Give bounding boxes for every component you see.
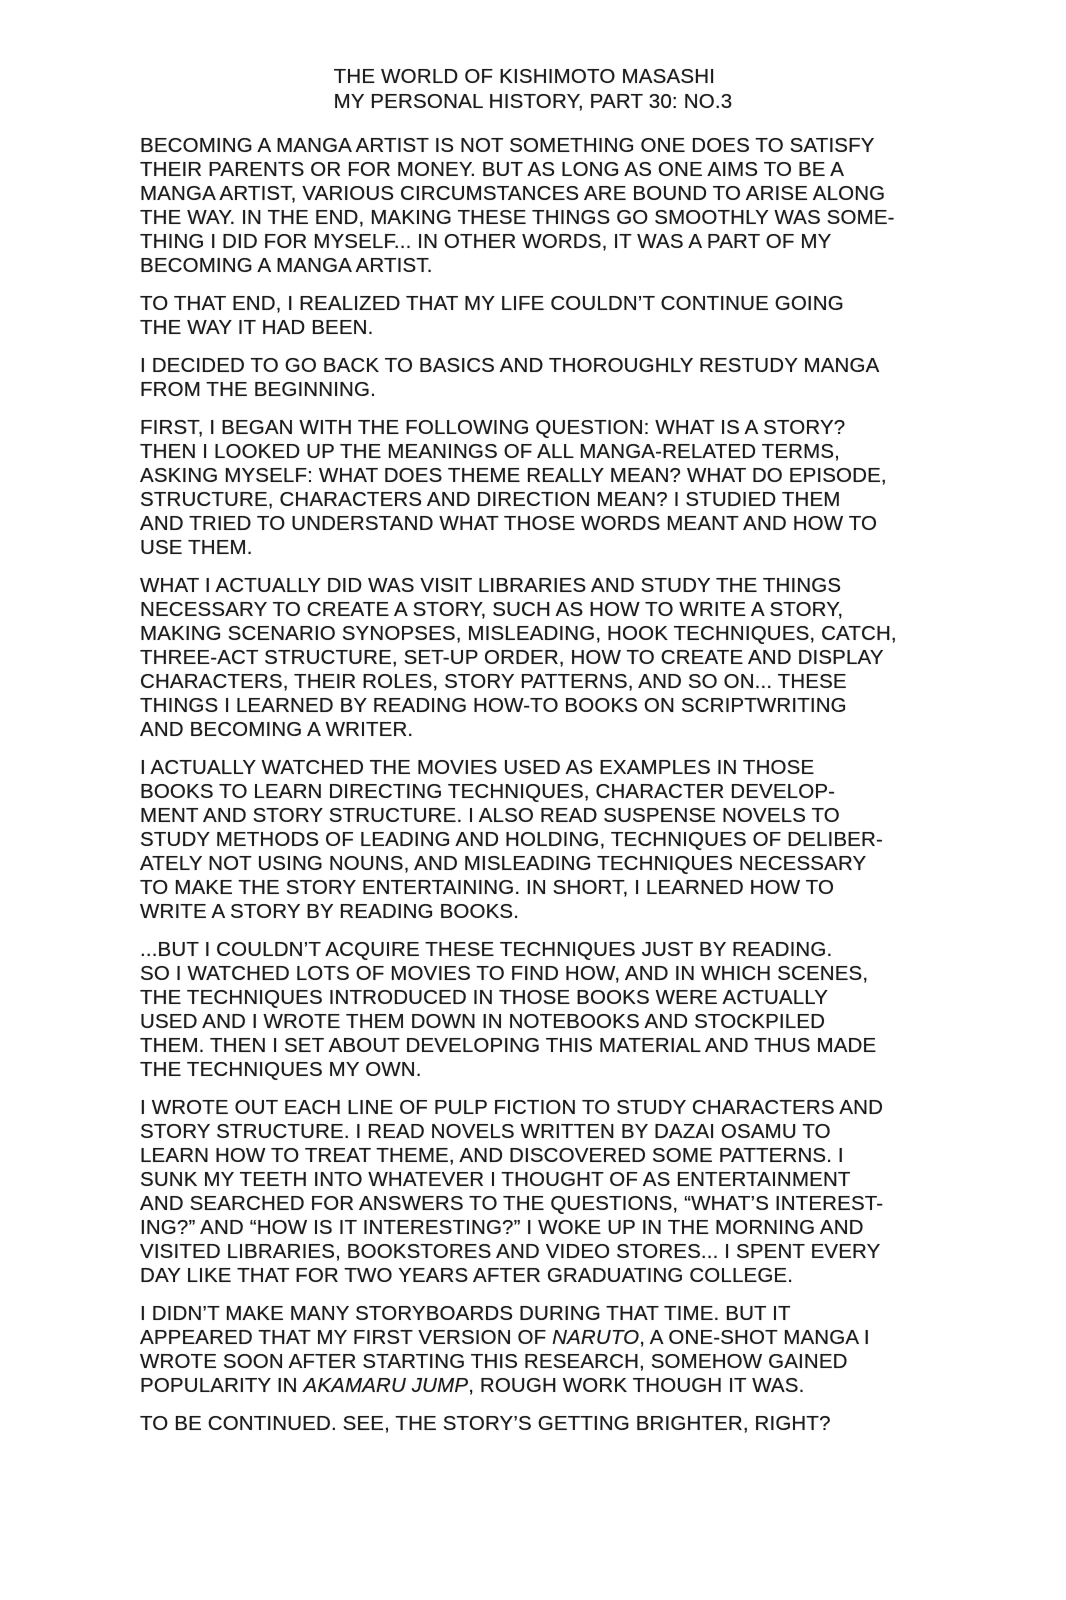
paragraph-1 [140,134,940,278]
text-line: CHARACTERS, THEIR ROLES, STORY PATTERNS, AND SO ON... THESE [140,670,847,693]
text-line: THEM. THEN I SET ABOUT DEVELOPING THIS MATERIAL AND THUS MADE [140,1034,877,1057]
text-line: DAY LIKE THAT FOR TWO YEARS AFTER GRADUATING COLLEGE. [140,1264,794,1287]
text-line: LEARN HOW TO TREAT THEME, AND DISCOVERED SOME PATTERNS. I [140,1144,844,1167]
text-line: TO MAKE THE STORY ENTERTAINING. IN SHORT, I LEARNED HOW TO [140,876,835,899]
text-line: ATELY NOT USING NOUNS, AND MISLEADING TECHNIQUES NECESSARY [140,852,867,875]
text-line: I ACTUALLY WATCHED THE MOVIES USED AS EXAMPLES IN THOSE [140,756,815,779]
paragraph-3 [140,354,940,402]
text-line: MAKING SCENARIO SYNOPSES, MISLEADING, HOOK TECHNIQUES, CATCH, [140,622,897,645]
title-line-1: THE WORLD OF KISHIMOTO MASASHI [333,65,716,88]
title-line-2: MY PERSONAL HISTORY, PART 30: NO.3 [333,90,733,113]
text-line: APPEARED THAT MY FIRST VERSION OF NARUTO, A ONE-SHOT MANGA I [140,1326,870,1349]
text-line: THE WAY IT HAD BEEN. [140,316,374,339]
paragraph-9 [140,1302,940,1398]
text-line: BOOKS TO LEARN DIRECTING TECHNIQUES, CHARACTER DEVELOP- [140,780,836,803]
text-line: WROTE SOON AFTER STARTING THIS RESEARCH, SOMEHOW GAINED [140,1350,848,1373]
paragraph-5 [140,574,940,742]
text-line: WHAT I ACTUALLY DID WAS VISIT LIBRARIES AND STUDY THE THINGS [140,574,842,597]
text-line: THREE-ACT STRUCTURE, SET-UP ORDER, HOW TO CREATE AND DISPLAY [140,646,884,669]
paragraph-2 [140,292,940,340]
text-line: ASKING MYSELF: WHAT DOES THEME REALLY MEAN? WHAT DO EPISODE, [140,464,887,487]
text-line: SUNK MY TEETH INTO WHATEVER I THOUGHT OF AS ENTERTAINMENT [140,1168,851,1191]
text-line: AND SEARCHED FOR ANSWERS TO THE QUESTIONS, “WHAT’S INTEREST- [140,1192,884,1215]
text-line: THE TECHNIQUES MY OWN. [140,1058,422,1081]
text-line: POPULARITY IN AKAMARU JUMP, ROUGH WORK THOUGH IT WAS. [140,1374,805,1397]
work-title-italic: NARUTO [552,1326,640,1349]
text-line: STUDY METHODS OF LEADING AND HOLDING, TECHNIQUES OF DELIBER- [140,828,883,851]
text-line: USE THEM. [140,536,253,559]
text-line: I DIDN’T MAKE MANY STORYBOARDS DURING THAT TIME. BUT IT [140,1302,791,1325]
text-line: FIRST, I BEGAN WITH THE FOLLOWING QUESTION: WHAT IS A STORY? [140,416,846,439]
text-line: I WROTE OUT EACH LINE OF PULP FICTION TO STUDY CHARACTERS AND [140,1096,884,1119]
work-title-italic: AKAMARU JUMP [303,1374,469,1397]
text-line: BECOMING A MANGA ARTIST IS NOT SOMETHING ONE DOES TO SATISFY [140,134,875,157]
text-line: FROM THE BEGINNING. [140,378,376,401]
text-line: AND TRIED TO UNDERSTAND WHAT THOSE WORDS MEANT AND HOW TO [140,512,878,535]
text-line: SO I WATCHED LOTS OF MOVIES TO FIND HOW, AND IN WHICH SCENES, [140,962,869,985]
text-line: MENT AND STORY STRUCTURE. I ALSO READ SUSPENSE NOVELS TO [140,804,840,827]
text-line: I DECIDED TO GO BACK TO BASICS AND THOROUGHLY RESTUDY MANGA [140,354,880,377]
text-line: THINGS I LEARNED BY READING HOW-TO BOOKS ON SCRIPTWRITING [140,694,847,717]
page-title [0,64,1066,114]
text-line: VISITED LIBRARIES, BOOKSTORES AND VIDEO STORES... I SPENT EVERY [140,1240,881,1263]
text-line: BECOMING A MANGA ARTIST. [140,254,433,277]
text-line: NECESSARY TO CREATE A STORY, SUCH AS HOW TO WRITE A STORY, [140,598,844,621]
paragraph-10 [140,1412,940,1436]
text-line: THING I DID FOR MYSELF... IN OTHER WORDS, IT WAS A PART OF MY [140,230,832,253]
text-line: USED AND I WROTE THEM DOWN IN NOTEBOOKS AND STOCKPILED [140,1010,826,1033]
text-line: AND BECOMING A WRITER. [140,718,414,741]
text-line: THE WAY. IN THE END, MAKING THESE THINGS GO SMOOTHLY WAS SOME- [140,206,895,229]
paragraph-7 [140,938,940,1082]
paragraph-8 [140,1096,940,1288]
text-line: STORY STRUCTURE. I READ NOVELS WRITTEN BY DAZAI OSAMU TO [140,1120,831,1143]
text-line: THE TECHNIQUES INTRODUCED IN THOSE BOOKS WERE ACTUALLY [140,986,829,1009]
paragraph-4 [140,416,940,560]
text-line: THEIR PARENTS OR FOR MONEY. BUT AS LONG AS ONE AIMS TO BE A [140,158,845,181]
text-line: MANGA ARTIST, VARIOUS CIRCUMSTANCES ARE BOUND TO ARISE ALONG [140,182,886,205]
text-line: THEN I LOOKED UP THE MEANINGS OF ALL MANGA-RELATED TERMS, [140,440,840,463]
text-line: ING?” AND “HOW IS IT INTERESTING?” I WOKE UP IN THE MORNING AND [140,1216,864,1239]
text-line: TO BE CONTINUED. SEE, THE STORY’S GETTING BRIGHTER, RIGHT? [140,1412,831,1435]
page-title-block [334,64,733,114]
text-line: WRITE A STORY BY READING BOOKS. [140,900,520,923]
text-line: STRUCTURE, CHARACTERS AND DIRECTION MEAN? I STUDIED THEM [140,488,841,511]
paragraph-6 [140,756,940,924]
text-body [140,134,940,1436]
text-line: ...BUT I COULDN’T ACQUIRE THESE TECHNIQUES JUST BY READING. [140,938,833,961]
text-line: TO THAT END, I REALIZED THAT MY LIFE COULDN’T CONTINUE GOING [140,292,844,315]
